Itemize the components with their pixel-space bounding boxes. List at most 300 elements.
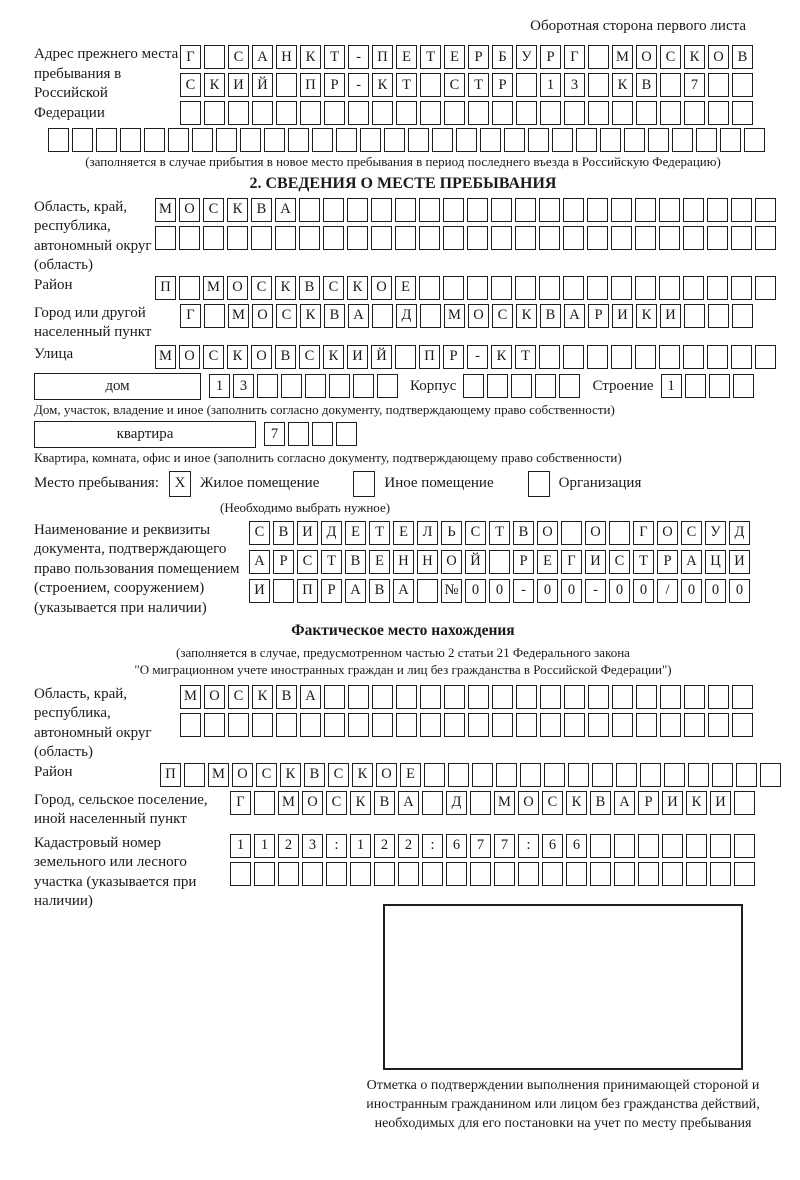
char-cell[interactable] bbox=[686, 834, 707, 858]
char-cell[interactable] bbox=[468, 101, 489, 125]
char-cell[interactable] bbox=[561, 521, 582, 545]
char-cell[interactable] bbox=[516, 685, 537, 709]
char-cell[interactable] bbox=[472, 763, 493, 787]
char-cell[interactable]: - bbox=[348, 45, 369, 69]
char-cell[interactable] bbox=[707, 345, 728, 369]
char-cell[interactable]: М bbox=[180, 685, 201, 709]
char-cell[interactable] bbox=[494, 862, 515, 886]
char-cell[interactable] bbox=[377, 374, 398, 398]
char-cell[interactable] bbox=[396, 685, 417, 709]
char-cell[interactable] bbox=[305, 374, 326, 398]
char-cell[interactable]: К bbox=[227, 198, 248, 222]
char-cell[interactable]: Р bbox=[492, 73, 513, 97]
char-cell[interactable] bbox=[467, 226, 488, 250]
char-cell[interactable] bbox=[611, 226, 632, 250]
char-cell[interactable]: Г bbox=[633, 521, 654, 545]
char-cell[interactable] bbox=[467, 198, 488, 222]
char-cell[interactable] bbox=[336, 128, 357, 152]
char-cell[interactable]: С bbox=[465, 521, 486, 545]
char-cell[interactable] bbox=[568, 763, 589, 787]
char-cell[interactable] bbox=[709, 374, 730, 398]
char-cell[interactable] bbox=[662, 834, 683, 858]
char-cell[interactable] bbox=[48, 128, 69, 152]
char-cell[interactable]: А bbox=[614, 791, 635, 815]
char-cell[interactable]: С bbox=[203, 198, 224, 222]
char-cell[interactable] bbox=[348, 713, 369, 737]
char-cell[interactable] bbox=[588, 45, 609, 69]
char-cell[interactable] bbox=[688, 763, 709, 787]
char-cell[interactable]: О bbox=[232, 763, 253, 787]
char-cell[interactable] bbox=[659, 276, 680, 300]
char-cell[interactable] bbox=[491, 276, 512, 300]
char-cell[interactable] bbox=[712, 763, 733, 787]
char-cell[interactable]: В bbox=[275, 345, 296, 369]
char-cell[interactable]: 1 bbox=[350, 834, 371, 858]
char-cell[interactable] bbox=[755, 276, 776, 300]
char-cell[interactable] bbox=[635, 198, 656, 222]
char-cell[interactable] bbox=[374, 862, 395, 886]
char-cell[interactable]: В bbox=[299, 276, 320, 300]
char-cell[interactable]: С bbox=[609, 550, 630, 574]
char-cell[interactable]: № bbox=[441, 579, 462, 603]
char-cell[interactable]: : bbox=[326, 834, 347, 858]
char-cell[interactable]: К bbox=[252, 685, 273, 709]
char-cell[interactable] bbox=[348, 101, 369, 125]
char-cell[interactable] bbox=[588, 713, 609, 737]
char-cell[interactable]: Д bbox=[321, 521, 342, 545]
char-cell[interactable] bbox=[252, 101, 273, 125]
char-cell[interactable] bbox=[299, 226, 320, 250]
char-cell[interactable] bbox=[590, 862, 611, 886]
char-cell[interactable] bbox=[180, 101, 201, 125]
char-cell[interactable] bbox=[420, 101, 441, 125]
char-cell[interactable] bbox=[664, 763, 685, 787]
char-cell[interactable] bbox=[612, 685, 633, 709]
char-cell[interactable] bbox=[611, 345, 632, 369]
char-cell[interactable]: Т bbox=[369, 521, 390, 545]
char-cell[interactable] bbox=[203, 226, 224, 250]
char-cell[interactable] bbox=[616, 763, 637, 787]
char-cell[interactable] bbox=[395, 226, 416, 250]
char-cell[interactable] bbox=[683, 345, 704, 369]
char-cell[interactable]: С bbox=[180, 73, 201, 97]
checkbox-inoe[interactable] bbox=[353, 471, 375, 497]
char-cell[interactable] bbox=[417, 579, 438, 603]
char-cell[interactable]: К bbox=[275, 276, 296, 300]
char-cell[interactable] bbox=[755, 198, 776, 222]
char-cell[interactable]: 1 bbox=[230, 834, 251, 858]
char-cell[interactable] bbox=[564, 685, 585, 709]
char-cell[interactable] bbox=[600, 128, 621, 152]
char-cell[interactable] bbox=[204, 304, 225, 328]
char-cell[interactable] bbox=[420, 73, 441, 97]
char-cell[interactable] bbox=[420, 304, 441, 328]
char-cell[interactable] bbox=[732, 304, 753, 328]
char-cell[interactable] bbox=[487, 374, 508, 398]
char-cell[interactable] bbox=[511, 374, 532, 398]
char-cell[interactable] bbox=[443, 226, 464, 250]
char-cell[interactable] bbox=[563, 226, 584, 250]
char-cell[interactable]: О bbox=[252, 304, 273, 328]
char-cell[interactable] bbox=[371, 226, 392, 250]
char-cell[interactable] bbox=[588, 101, 609, 125]
char-cell[interactable]: К bbox=[227, 345, 248, 369]
char-cell[interactable] bbox=[660, 73, 681, 97]
char-cell[interactable] bbox=[312, 128, 333, 152]
char-cell[interactable] bbox=[144, 128, 165, 152]
char-cell[interactable]: 1 bbox=[661, 374, 682, 398]
char-cell[interactable] bbox=[468, 685, 489, 709]
char-cell[interactable]: Д bbox=[396, 304, 417, 328]
char-cell[interactable]: 2 bbox=[374, 834, 395, 858]
char-cell[interactable] bbox=[444, 713, 465, 737]
char-cell[interactable] bbox=[648, 128, 669, 152]
char-cell[interactable]: 0 bbox=[705, 579, 726, 603]
char-cell[interactable] bbox=[612, 101, 633, 125]
char-cell[interactable] bbox=[684, 304, 705, 328]
char-cell[interactable] bbox=[480, 128, 501, 152]
char-cell[interactable] bbox=[590, 834, 611, 858]
char-cell[interactable] bbox=[350, 862, 371, 886]
char-cell[interactable]: О bbox=[468, 304, 489, 328]
char-cell[interactable]: С bbox=[251, 276, 272, 300]
char-cell[interactable]: К bbox=[204, 73, 225, 97]
char-cell[interactable] bbox=[251, 226, 272, 250]
char-cell[interactable] bbox=[542, 862, 563, 886]
char-cell[interactable]: Й bbox=[465, 550, 486, 574]
char-cell[interactable] bbox=[254, 791, 275, 815]
char-cell[interactable] bbox=[302, 862, 323, 886]
char-cell[interactable] bbox=[659, 345, 680, 369]
char-cell[interactable]: Т bbox=[515, 345, 536, 369]
char-cell[interactable] bbox=[336, 422, 357, 446]
char-cell[interactable]: Р bbox=[321, 579, 342, 603]
checkbox-zhiloe[interactable]: X bbox=[169, 471, 191, 497]
char-cell[interactable] bbox=[614, 834, 635, 858]
char-cell[interactable] bbox=[540, 713, 561, 737]
char-cell[interactable]: Н bbox=[393, 550, 414, 574]
char-cell[interactable] bbox=[120, 128, 141, 152]
char-cell[interactable] bbox=[539, 276, 560, 300]
char-cell[interactable]: Р bbox=[443, 345, 464, 369]
char-cell[interactable] bbox=[660, 685, 681, 709]
char-cell[interactable]: С bbox=[203, 345, 224, 369]
char-cell[interactable] bbox=[660, 101, 681, 125]
char-cell[interactable] bbox=[353, 374, 374, 398]
char-cell[interactable] bbox=[448, 763, 469, 787]
char-cell[interactable]: - bbox=[348, 73, 369, 97]
char-cell[interactable] bbox=[734, 834, 755, 858]
char-cell[interactable]: Т bbox=[633, 550, 654, 574]
char-cell[interactable] bbox=[587, 276, 608, 300]
char-cell[interactable] bbox=[736, 763, 757, 787]
char-cell[interactable]: Р bbox=[540, 45, 561, 69]
char-cell[interactable] bbox=[576, 128, 597, 152]
char-cell[interactable] bbox=[516, 73, 537, 97]
char-cell[interactable]: П bbox=[160, 763, 181, 787]
char-cell[interactable] bbox=[396, 101, 417, 125]
char-cell[interactable] bbox=[300, 713, 321, 737]
char-cell[interactable] bbox=[444, 685, 465, 709]
char-cell[interactable] bbox=[744, 128, 765, 152]
char-cell[interactable]: Е bbox=[400, 763, 421, 787]
char-cell[interactable]: О bbox=[227, 276, 248, 300]
char-cell[interactable] bbox=[684, 685, 705, 709]
char-cell[interactable] bbox=[587, 226, 608, 250]
char-cell[interactable]: В bbox=[324, 304, 345, 328]
char-cell[interactable] bbox=[696, 128, 717, 152]
char-cell[interactable] bbox=[638, 862, 659, 886]
char-cell[interactable]: Г bbox=[561, 550, 582, 574]
char-cell[interactable]: И bbox=[585, 550, 606, 574]
char-cell[interactable]: Н bbox=[417, 550, 438, 574]
char-cell[interactable]: И bbox=[297, 521, 318, 545]
char-cell[interactable] bbox=[299, 198, 320, 222]
char-cell[interactable]: К bbox=[491, 345, 512, 369]
char-cell[interactable] bbox=[230, 862, 251, 886]
char-cell[interactable] bbox=[636, 713, 657, 737]
char-cell[interactable] bbox=[708, 685, 729, 709]
char-cell[interactable] bbox=[422, 791, 443, 815]
char-cell[interactable]: О bbox=[371, 276, 392, 300]
char-cell[interactable] bbox=[588, 73, 609, 97]
char-cell[interactable]: Е bbox=[345, 521, 366, 545]
char-cell[interactable]: О bbox=[518, 791, 539, 815]
char-cell[interactable]: А bbox=[345, 579, 366, 603]
char-cell[interactable] bbox=[755, 345, 776, 369]
char-cell[interactable] bbox=[470, 862, 491, 886]
char-cell[interactable] bbox=[732, 101, 753, 125]
char-cell[interactable] bbox=[419, 276, 440, 300]
char-cell[interactable] bbox=[684, 713, 705, 737]
char-cell[interactable]: С bbox=[323, 276, 344, 300]
char-cell[interactable] bbox=[204, 45, 225, 69]
char-cell[interactable] bbox=[588, 685, 609, 709]
char-cell[interactable] bbox=[708, 713, 729, 737]
char-cell[interactable] bbox=[611, 198, 632, 222]
char-cell[interactable] bbox=[516, 101, 537, 125]
char-cell[interactable] bbox=[300, 101, 321, 125]
char-cell[interactable]: 6 bbox=[542, 834, 563, 858]
char-cell[interactable]: А bbox=[275, 198, 296, 222]
char-cell[interactable] bbox=[552, 128, 573, 152]
char-cell[interactable]: Т bbox=[396, 73, 417, 97]
char-cell[interactable] bbox=[760, 763, 781, 787]
char-cell[interactable]: Е bbox=[396, 45, 417, 69]
char-cell[interactable] bbox=[348, 685, 369, 709]
char-cell[interactable]: И bbox=[710, 791, 731, 815]
char-cell[interactable] bbox=[228, 713, 249, 737]
char-cell[interactable]: Т bbox=[489, 521, 510, 545]
char-cell[interactable] bbox=[672, 128, 693, 152]
char-cell[interactable]: М bbox=[155, 345, 176, 369]
char-cell[interactable] bbox=[516, 713, 537, 737]
char-cell[interactable]: К bbox=[347, 276, 368, 300]
char-cell[interactable]: К bbox=[300, 304, 321, 328]
char-cell[interactable]: Д bbox=[446, 791, 467, 815]
char-cell[interactable]: К bbox=[280, 763, 301, 787]
char-cell[interactable]: О bbox=[179, 198, 200, 222]
char-cell[interactable]: М bbox=[208, 763, 229, 787]
char-cell[interactable] bbox=[179, 276, 200, 300]
char-cell[interactable] bbox=[371, 198, 392, 222]
char-cell[interactable]: - bbox=[513, 579, 534, 603]
char-cell[interactable]: Г bbox=[564, 45, 585, 69]
char-cell[interactable]: С bbox=[228, 685, 249, 709]
char-cell[interactable] bbox=[288, 422, 309, 446]
char-cell[interactable]: Е bbox=[537, 550, 558, 574]
char-cell[interactable]: К bbox=[516, 304, 537, 328]
char-cell[interactable]: С bbox=[681, 521, 702, 545]
char-cell[interactable] bbox=[544, 763, 565, 787]
char-cell[interactable] bbox=[395, 198, 416, 222]
char-cell[interactable]: О bbox=[302, 791, 323, 815]
char-cell[interactable]: Б bbox=[492, 45, 513, 69]
char-cell[interactable]: О bbox=[657, 521, 678, 545]
char-cell[interactable]: М bbox=[278, 791, 299, 815]
char-cell[interactable] bbox=[708, 101, 729, 125]
char-cell[interactable] bbox=[707, 226, 728, 250]
char-cell[interactable]: Й bbox=[371, 345, 392, 369]
char-cell[interactable]: Е bbox=[444, 45, 465, 69]
char-cell[interactable]: 1 bbox=[209, 374, 230, 398]
char-cell[interactable] bbox=[470, 791, 491, 815]
char-cell[interactable]: Ц bbox=[705, 550, 726, 574]
char-cell[interactable]: С bbox=[328, 763, 349, 787]
char-cell[interactable]: К bbox=[350, 791, 371, 815]
char-cell[interactable] bbox=[323, 226, 344, 250]
char-cell[interactable]: Р bbox=[588, 304, 609, 328]
char-cell[interactable] bbox=[420, 685, 441, 709]
char-cell[interactable]: 0 bbox=[465, 579, 486, 603]
char-cell[interactable] bbox=[539, 345, 560, 369]
char-cell[interactable]: П bbox=[300, 73, 321, 97]
char-cell[interactable] bbox=[731, 198, 752, 222]
char-cell[interactable] bbox=[254, 862, 275, 886]
char-cell[interactable] bbox=[492, 685, 513, 709]
char-cell[interactable] bbox=[422, 862, 443, 886]
char-cell[interactable] bbox=[347, 198, 368, 222]
char-cell[interactable] bbox=[372, 685, 393, 709]
char-cell[interactable]: Р bbox=[513, 550, 534, 574]
char-cell[interactable] bbox=[731, 276, 752, 300]
char-cell[interactable]: Л bbox=[417, 521, 438, 545]
char-cell[interactable]: 3 bbox=[302, 834, 323, 858]
char-cell[interactable] bbox=[288, 128, 309, 152]
char-cell[interactable]: В bbox=[369, 579, 390, 603]
char-cell[interactable]: О bbox=[441, 550, 462, 574]
char-cell[interactable]: П bbox=[297, 579, 318, 603]
char-cell[interactable]: 7 bbox=[684, 73, 705, 97]
char-cell[interactable]: А bbox=[300, 685, 321, 709]
char-cell[interactable] bbox=[180, 713, 201, 737]
char-cell[interactable] bbox=[684, 101, 705, 125]
char-cell[interactable]: У bbox=[705, 521, 726, 545]
char-cell[interactable]: П bbox=[372, 45, 393, 69]
char-cell[interactable] bbox=[444, 101, 465, 125]
char-cell[interactable] bbox=[685, 374, 706, 398]
char-cell[interactable] bbox=[566, 862, 587, 886]
char-cell[interactable]: К bbox=[300, 45, 321, 69]
char-cell[interactable]: Р bbox=[273, 550, 294, 574]
char-cell[interactable]: С bbox=[492, 304, 513, 328]
char-cell[interactable]: М bbox=[203, 276, 224, 300]
char-cell[interactable] bbox=[659, 226, 680, 250]
char-cell[interactable] bbox=[228, 101, 249, 125]
char-cell[interactable] bbox=[732, 73, 753, 97]
char-cell[interactable] bbox=[323, 198, 344, 222]
char-cell[interactable]: И bbox=[347, 345, 368, 369]
char-cell[interactable] bbox=[492, 101, 513, 125]
char-cell[interactable] bbox=[686, 862, 707, 886]
char-cell[interactable]: Г bbox=[230, 791, 251, 815]
char-cell[interactable] bbox=[707, 198, 728, 222]
char-cell[interactable]: О bbox=[537, 521, 558, 545]
char-cell[interactable] bbox=[683, 276, 704, 300]
char-cell[interactable]: К bbox=[566, 791, 587, 815]
char-cell[interactable]: К bbox=[323, 345, 344, 369]
char-cell[interactable] bbox=[638, 834, 659, 858]
char-cell[interactable] bbox=[515, 198, 536, 222]
char-cell[interactable]: П bbox=[419, 345, 440, 369]
char-cell[interactable]: 0 bbox=[561, 579, 582, 603]
char-cell[interactable] bbox=[432, 128, 453, 152]
char-cell[interactable]: В bbox=[345, 550, 366, 574]
char-cell[interactable]: С bbox=[660, 45, 681, 69]
char-cell[interactable]: / bbox=[657, 579, 678, 603]
char-cell[interactable]: К bbox=[352, 763, 373, 787]
char-cell[interactable] bbox=[408, 128, 429, 152]
char-cell[interactable]: В bbox=[276, 685, 297, 709]
char-cell[interactable] bbox=[324, 685, 345, 709]
char-cell[interactable]: Г bbox=[180, 45, 201, 69]
char-cell[interactable] bbox=[636, 101, 657, 125]
char-cell[interactable]: Е bbox=[369, 550, 390, 574]
char-cell[interactable] bbox=[611, 276, 632, 300]
char-cell[interactable]: М bbox=[228, 304, 249, 328]
char-cell[interactable] bbox=[564, 713, 585, 737]
char-cell[interactable] bbox=[489, 550, 510, 574]
char-cell[interactable]: К bbox=[636, 304, 657, 328]
char-cell[interactable] bbox=[420, 713, 441, 737]
char-cell[interactable] bbox=[324, 101, 345, 125]
char-cell[interactable] bbox=[731, 226, 752, 250]
char-cell[interactable] bbox=[372, 304, 393, 328]
char-cell[interactable]: К bbox=[372, 73, 393, 97]
char-cell[interactable] bbox=[734, 862, 755, 886]
char-cell[interactable] bbox=[312, 422, 333, 446]
char-cell[interactable] bbox=[329, 374, 350, 398]
char-cell[interactable]: С bbox=[542, 791, 563, 815]
char-cell[interactable]: М bbox=[612, 45, 633, 69]
char-cell[interactable]: К bbox=[684, 45, 705, 69]
char-cell[interactable]: В bbox=[304, 763, 325, 787]
char-cell[interactable] bbox=[419, 198, 440, 222]
char-cell[interactable] bbox=[659, 198, 680, 222]
char-cell[interactable]: Т bbox=[468, 73, 489, 97]
char-cell[interactable] bbox=[278, 862, 299, 886]
char-cell[interactable]: С bbox=[326, 791, 347, 815]
char-cell[interactable]: М bbox=[444, 304, 465, 328]
char-cell[interactable]: С bbox=[444, 73, 465, 97]
char-cell[interactable]: В bbox=[732, 45, 753, 69]
char-cell[interactable] bbox=[635, 345, 656, 369]
char-cell[interactable]: 7 bbox=[264, 422, 285, 446]
char-cell[interactable] bbox=[491, 226, 512, 250]
char-cell[interactable] bbox=[734, 791, 755, 815]
char-cell[interactable] bbox=[443, 198, 464, 222]
char-cell[interactable]: С bbox=[299, 345, 320, 369]
